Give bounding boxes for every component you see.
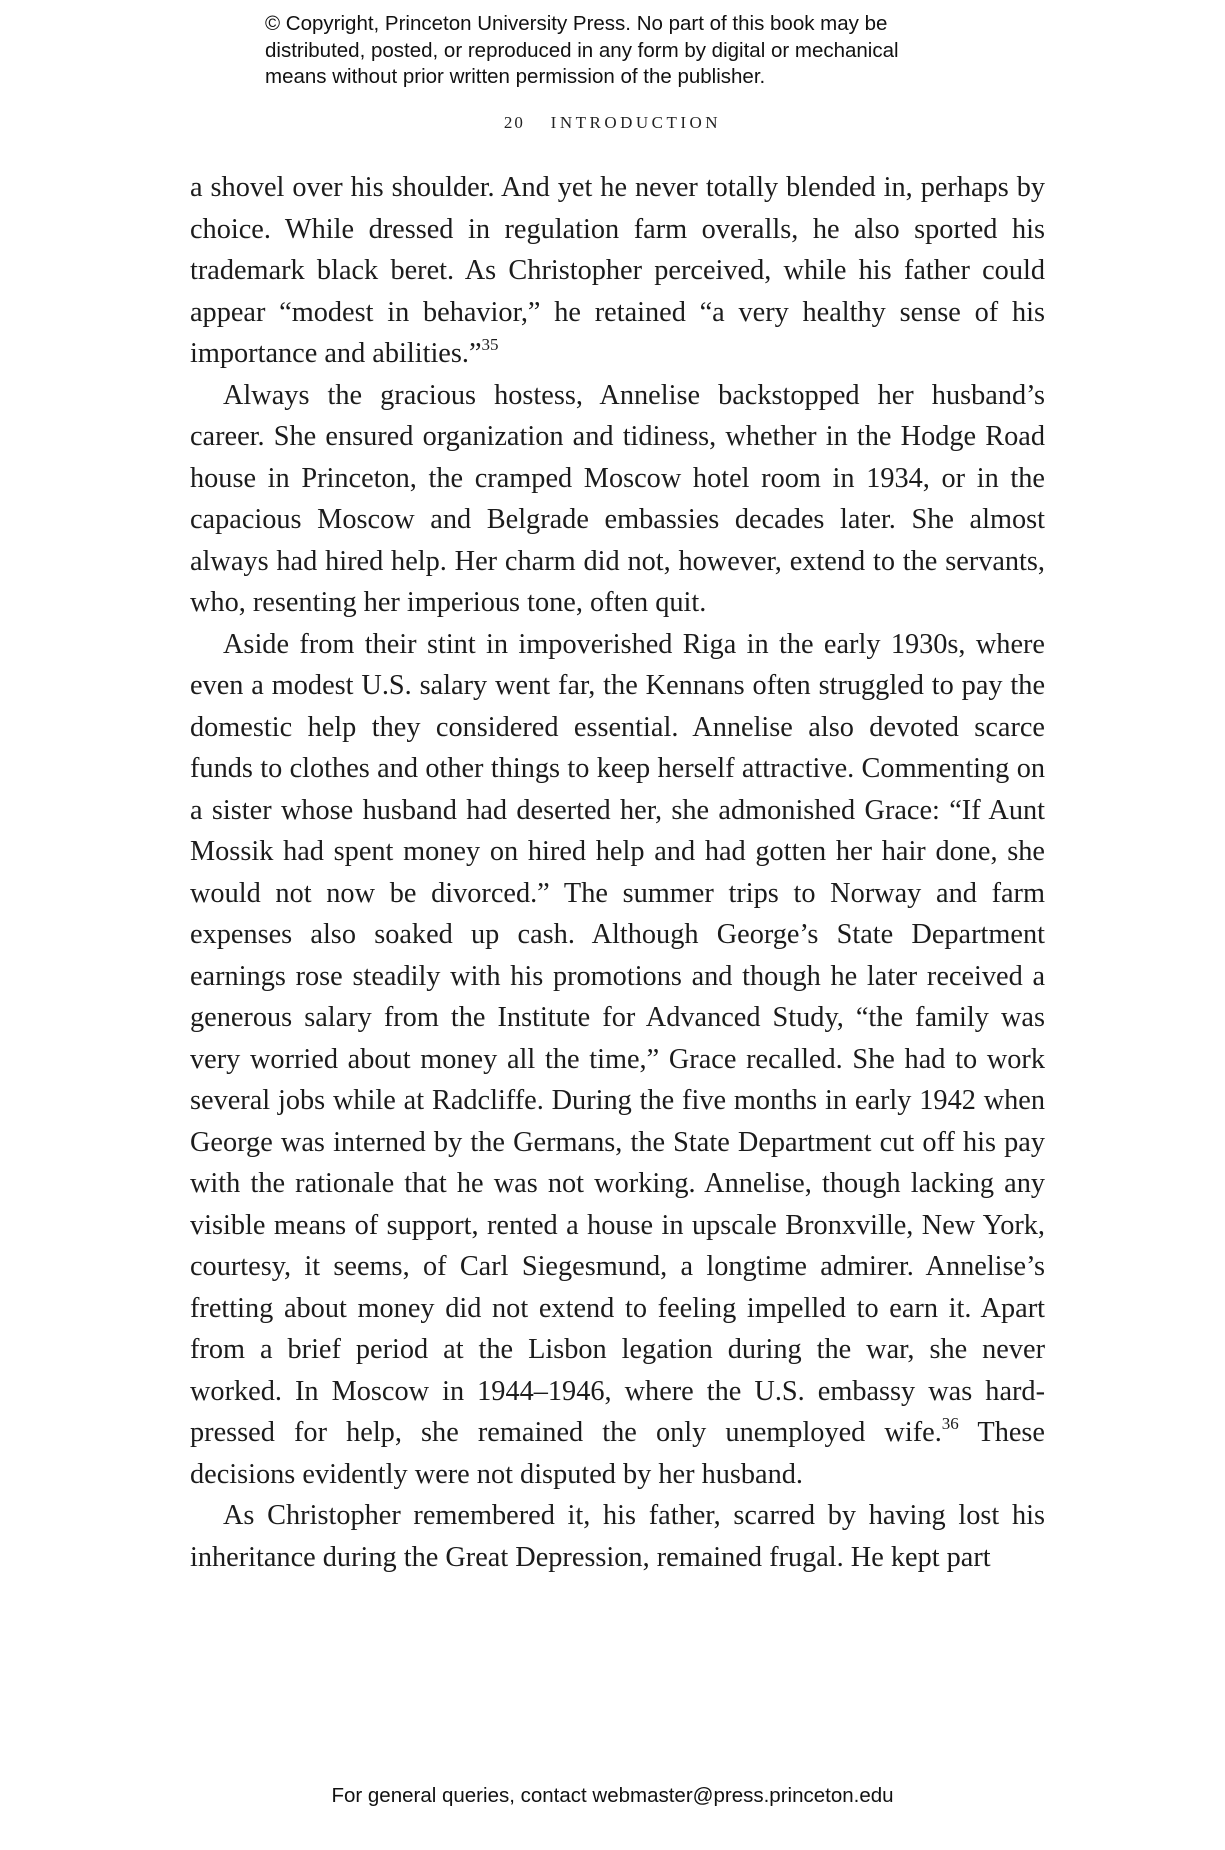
copyright-line-1: © Copyright, Princeton University Press. No part of this book may be <box>265 12 888 35</box>
paragraph-4: As Christopher remembered it, his father, scarred by having lost his inheritance during the Great Depression, remained frugal. He kept part <box>190 1500 1045 1573</box>
paragraph-3 <box>190 624 1045 1496</box>
paragraph-3-text-b: These decisions evidently were not disputed by her husband. <box>190 1417 1045 1490</box>
footnote-ref-35: 35 <box>481 335 499 354</box>
page-number: 20 <box>503 113 525 132</box>
copyright-line-2: distributed, posted, or reproduced in any form by digital or mechanical <box>265 38 899 62</box>
copyright-notice <box>265 11 1025 91</box>
footnote-ref-36: 36 <box>941 1414 959 1433</box>
copyright-line-3: means without prior written permission of the publisher. <box>265 65 766 88</box>
paragraph-1-text: a shovel over his shoulder. And yet he never totally blended in, perhaps by choice. While dressed in regulation farm overalls, he also sported his trademark black beret. As Christopher perceived, while his father could appear “modest in behavior,” he retained “a very healthy sense of his importance and abilities.” <box>190 172 1045 369</box>
paragraph-3-text-a: Aside from their stint in impoverished Riga in the early 1930s, where even a modest U.S. salary went far, the Kennans often struggled to pay the domestic help they considered essential. Annelise also devoted scarce funds to clothes and other things to keep herself attractive. Commenting on a sister whose husband had deserted her, she admonished Grace: “If Aunt Mossik had spent money on hired help and had gotten her hair done, she would not now be divorced.” The summer trips to Norway and farm expenses also soaked up cash. Although George’s State Department earnings rose steadily with his promotions and though he later received a generous salary from the Institute for Advanced Study, “the family was very worried about money all the time,” Grace recalled. She had to work several jobs while at Radcliffe. During the five months in early 1942 when George was interned by the Germans, the State Department cut off his pay with the rationale that he was not working. Annelise, though lacking any visible means of support, rented a house in upscale Bronxville, New York, courtesy, it seems, of Carl Siegesmund, a longtime admirer. Annelise’s fretting about money did not extend to feeling impelled to earn it. Apart from a brief period at the Lisbon legation during the war, she never worked. In Moscow in 1944–1946, where the U.S. embassy was hard-pressed for help, she remained the only unemployed wife. <box>190 628 1045 1448</box>
footer-contact: For general queries, contact webmaster@press.princeton.edu <box>331 1784 894 1807</box>
paragraph-1 <box>190 167 1045 375</box>
running-head <box>0 113 1225 133</box>
body-text <box>190 167 1045 1578</box>
paragraph-2: Always the gracious hostess, Annelise backstopped her husband’s career. She ensured organization and tidiness, whether in the Hodge Road house in Princeton, the cramped Moscow hotel room in 1934, or in the capacious Moscow and Belgrade embassies decades later. She almost always had hired help. Her charm did not, however, extend to the servants, who, resenting her imperious tone, often quit. <box>190 379 1045 618</box>
section-title: INTRODUCTION <box>550 113 722 132</box>
